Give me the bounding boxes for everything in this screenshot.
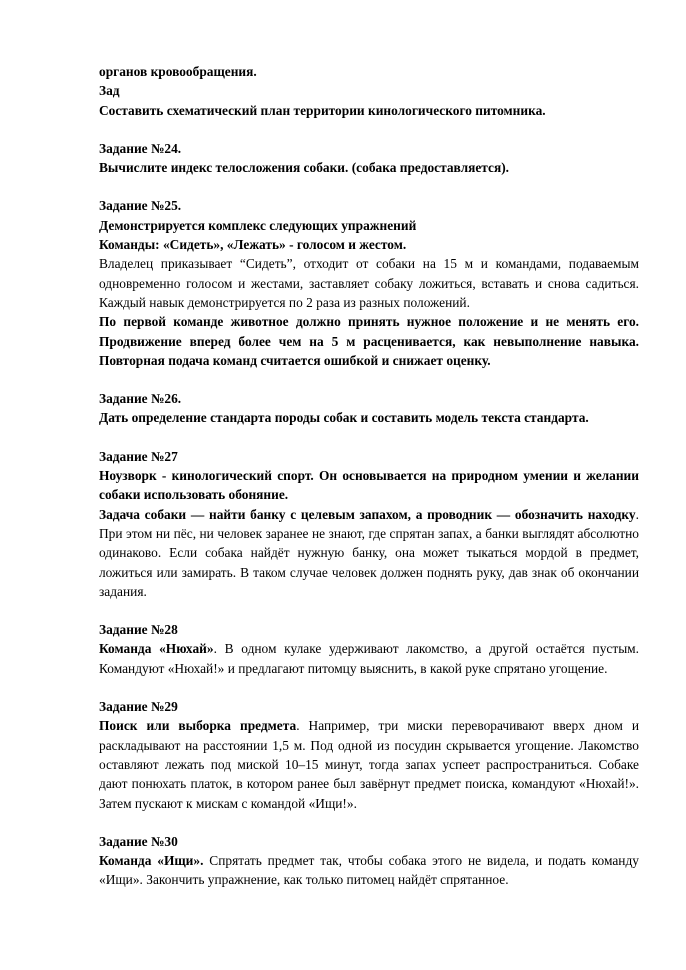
intro-line-1: органов кровообращения. bbox=[99, 64, 257, 79]
task-30-body bbox=[99, 851, 639, 890]
task-30-command: Команда «Ищи». bbox=[99, 853, 204, 869]
task-27-body bbox=[99, 505, 639, 601]
task-28-rest: . В одном кулаке удерживают лакомство, а другой остаётся пустым. Командуют «Нюхай!» и предлагают питомцу выяснить, в какой руке спрятано угощение. bbox=[99, 641, 640, 676]
task-27-rest: . При этом ни пёс, ни человек заранее не знают, где спрятан запах, а банки выглядят абсолютно одинаково. Если собака найдёт нужную банку, она может тыкаться мордой в предмет, ложиться или замирать. В таком случае человек должен поднять руку, дав знак об окончании задания. bbox=[99, 506, 639, 599]
task-29-command: Поиск или выборка предмета bbox=[99, 718, 297, 734]
task-26-title: Задание №26. bbox=[99, 391, 182, 407]
intro-line-3: Составить схематический план территории кинологического питомника. bbox=[99, 102, 546, 118]
task-24-text: Вычислите индекс телосложения собаки. (собака предоставляется). bbox=[99, 160, 510, 176]
spacer bbox=[99, 120, 639, 139]
task-29-body bbox=[99, 716, 639, 812]
task-25-body: Владелец приказывает “Сидеть”, отходит от собаки на 15 м и командами, подаваемым одновременно голосом и жестами, заставляет собаку ложиться, вставать и снова садиться. Каждый навык демонстрируется по 2 раза из разных положений. bbox=[99, 256, 639, 310]
task-25-subtitle: Демонстрируется комплекс следующих упражнений bbox=[99, 217, 417, 233]
spacer bbox=[99, 813, 639, 832]
intro-line-2: Зад bbox=[99, 83, 120, 99]
task-24-title: Задание №24. bbox=[99, 140, 182, 156]
task-30-rest: Спрятать предмет так, чтобы собака этого не видела, и подать команду «Ищи». Закончить упражнение, как только питомец найдёт спрятанное. bbox=[99, 853, 639, 888]
spacer bbox=[99, 678, 639, 697]
task-29-rest: . Например, три миски переворачивают вверх дном и раскладывают на расстоянии 1,5 м. Под одной из посудин скрывается угощение. Лакомство оставляют лежать под миской 10–15 минут, тогда запах успеет распространиться. Собаке дают понюхать платок, в котором ранее был завёрнут предмет поиска, командуют «Нюхай!». Затем пускают к мискам с командой «Ищи!». bbox=[99, 718, 639, 811]
task-29-title: Задание №29 bbox=[99, 699, 178, 715]
spacer bbox=[99, 177, 639, 196]
task-30-title: Задание №30 bbox=[99, 833, 178, 849]
spacer bbox=[99, 370, 639, 389]
task-26-text: Дать определение стандарта породы собак и составить модель текста стандарта. bbox=[99, 410, 589, 426]
task-27-title: Задание №27 bbox=[99, 448, 178, 464]
task-27-intro: Ноузворк - кинологический спорт. Он основывается на природном умении и желании собаки использовать обоняние. bbox=[99, 468, 639, 503]
spacer bbox=[99, 601, 639, 620]
spacer bbox=[99, 428, 639, 447]
task-28-title: Задание №28 bbox=[99, 622, 178, 638]
task-27-task-b: проводник — обозначить находку bbox=[427, 506, 636, 522]
document-page bbox=[99, 62, 639, 890]
task-28-command: Команда «Нюхай» bbox=[99, 641, 214, 657]
task-28-body bbox=[99, 639, 639, 678]
task-25-commands: Команды: «Сидеть», «Лежать» - голосом и жестом. bbox=[99, 237, 407, 253]
task-25-rules: По первой команде животное должно принять нужное положение и не менять его. Продвижение вперед более чем на 5 м расценивается, как невыполнение навыка. Повторная подача команд считается ошибкой и снижает оценку. bbox=[99, 314, 639, 368]
task-27-task-a: Задача собаки — найти банку с целевым запахом, а bbox=[99, 506, 423, 522]
task-25-title: Задание №25. bbox=[99, 198, 182, 214]
